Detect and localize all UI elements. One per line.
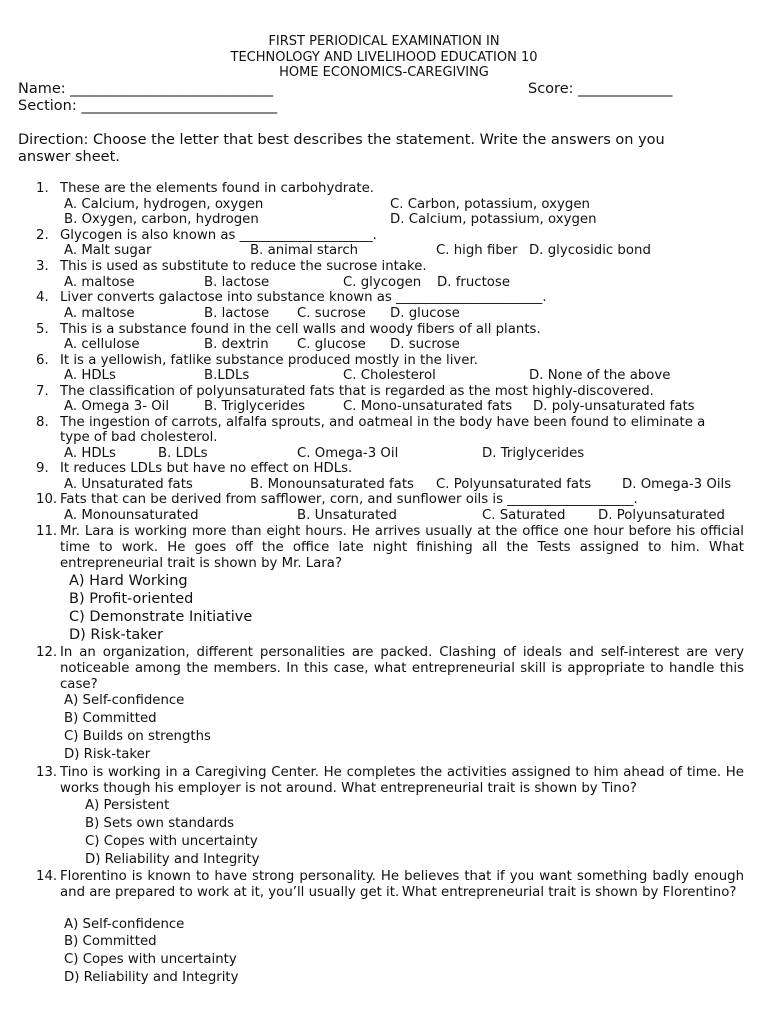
option-d: D. None of the above [529, 368, 671, 383]
question-10 [0, 492, 768, 508]
question-8-continued [0, 430, 768, 446]
question-text: The classification of polyunsaturated fats that is regarded as the most highly-discovered. [60, 384, 654, 399]
option-c: C. Omega-3 Oil [297, 446, 399, 461]
q12-option-c: C) Builds on strengths [64, 729, 211, 744]
option-b: B. lactose [204, 306, 270, 321]
exam-title-line-2: TECHNOLOGY AND LIVELIHOOD EDUCATION 10 [230, 50, 538, 65]
question-text: These are the elements found in carbohydrate. [60, 181, 374, 196]
option-c: C. Carbon, potassium, oxygen [390, 197, 590, 212]
question-text: Liver converts galactose into substance known as ______________________. [60, 290, 547, 305]
score-field[interactable]: Score: _____________ [528, 81, 673, 97]
q2-options [0, 243, 768, 259]
option-a: A. Calcium, hydrogen, oxygen [64, 197, 264, 212]
option-b: B. Monounsaturated fats [250, 477, 414, 492]
option-b: B. Oxygen, carbon, hydrogen [64, 212, 259, 227]
q13-option-a: A) Persistent [85, 798, 170, 813]
option-d: D. sucrose [390, 337, 460, 352]
option-b: B. lactose [204, 275, 270, 290]
option-c: C. glycogen [343, 275, 422, 290]
question-text: Fats that can be derived from safflower, corn, and sunflower oils is ___________________. [60, 492, 638, 507]
direction-line-1: Direction: Choose the letter that best describes the statement. Write the answers on you [18, 132, 665, 148]
q6-options [0, 368, 768, 384]
option-d: D. Triglycerides [482, 446, 585, 461]
question-number: 6. [36, 353, 49, 368]
option-d: D. Polyunsaturated [598, 508, 725, 523]
name-field[interactable]: Name: ____________________________ [18, 81, 274, 97]
question-14-number: 14. [36, 869, 58, 884]
option-a: A. Omega 3- Oil [64, 399, 170, 414]
question-number: 7. [36, 384, 49, 399]
question-number: 5. [36, 322, 49, 337]
option-a: A. maltose [64, 306, 135, 321]
question-text: The ingestion of carrots, alfalfa sprouts, and oatmeal in the body have been found to eliminate a [60, 415, 706, 430]
question-number: 4. [36, 290, 49, 305]
question-12-number: 12. [36, 645, 58, 660]
q1-options-row-2 [0, 212, 768, 228]
question-7 [0, 384, 768, 400]
option-d: D. Calcium, potassium, oxygen [390, 212, 597, 227]
q5-options [0, 337, 768, 353]
question-text: It is a yellowish, fatlike substance produced mostly in the liver. [60, 353, 478, 368]
question-number: 2. [36, 228, 49, 243]
q11-option-a: A) Hard Working [69, 573, 188, 589]
option-a: A. HDLs [64, 368, 116, 383]
q11-option-b: B) Profit-oriented [69, 591, 194, 607]
q13-option-b: B) Sets own standards [85, 816, 235, 831]
option-a: A. Malt sugar [64, 243, 152, 258]
option-d: D. poly-unsaturated fats [533, 399, 695, 414]
question-5 [0, 322, 768, 338]
section-field[interactable]: Section: ___________________________ [18, 98, 278, 114]
option-a: A. Monounsaturated [64, 508, 199, 523]
option-a: A. maltose [64, 275, 135, 290]
q7-options [0, 399, 768, 415]
option-b: B.LDLs [204, 368, 250, 383]
option-c: C. Polyunsaturated fats [436, 477, 592, 492]
question-8 [0, 415, 768, 431]
option-b: B. dextrin [204, 337, 269, 352]
option-b: B. LDLs [158, 446, 208, 461]
question-6 [0, 353, 768, 369]
option-d: D. glucose [390, 306, 460, 321]
question-text: Glycogen is also known as ____________________. [60, 228, 377, 243]
option-c: C. high fiber [436, 243, 518, 258]
q1-options-row-1 [0, 197, 768, 213]
q8-options [0, 446, 768, 462]
question-13-text: Tino is working in a Caregiving Center. He completes the activities assigned to him ahead of time. He works though his employer is not around. What entrepreneurial trait is shown by Tino? [60, 765, 744, 796]
q11-option-d: D) Risk-taker [69, 627, 164, 643]
option-c: C. sucrose [297, 306, 366, 321]
question-number: 3. [36, 259, 49, 274]
q4-options [0, 306, 768, 322]
question-1 [0, 181, 768, 197]
q3-options [0, 275, 768, 291]
question-text: This is a substance found in the cell walls and woody fibers of all plants. [60, 322, 541, 337]
q12-option-d: D) Risk-taker [64, 747, 151, 762]
q14-option-c: C) Copes with uncertainty [64, 952, 237, 967]
q12-option-b: B) Committed [64, 711, 157, 726]
option-c: C. Mono-unsaturated fats [343, 399, 513, 414]
option-b: B. Triglycerides [204, 399, 306, 414]
option-d: D. Omega-3 Oils [622, 477, 732, 492]
question-text: type of bad cholesterol. [60, 430, 218, 445]
option-b: B. animal starch [250, 243, 359, 258]
q14-option-d: D) Reliability and Integrity [64, 970, 239, 985]
question-number: 1. [36, 181, 49, 196]
q13-option-c: C) Copes with uncertainty [85, 834, 258, 849]
option-d: D. fructose [437, 275, 511, 290]
exam-title-line-1: FIRST PERIODICAL EXAMINATION IN [268, 34, 500, 49]
option-c: C. Saturated [482, 508, 566, 523]
question-12-text: In an organization, different personalities are packed. Clashing of ideals and self-interest are very noticeable among the members. In this case, what entrepreneurial skill is appropriate to handle this case? [60, 645, 744, 692]
option-d: D. glycosidic bond [529, 243, 651, 258]
q9-options [0, 477, 768, 493]
q10-options [0, 508, 768, 524]
option-a: A. cellulose [64, 337, 140, 352]
question-number: 8. [36, 415, 49, 430]
q11-option-c: C) Demonstrate Initiative [69, 609, 253, 625]
question-number: 10. [36, 492, 58, 507]
direction-line-2: answer sheet. [18, 149, 120, 165]
question-11-number: 11. [36, 524, 58, 539]
q13-option-d: D) Reliability and Integrity [85, 852, 260, 867]
question-4 [0, 290, 768, 306]
q14-option-b: B) Committed [64, 934, 157, 949]
question-9 [0, 461, 768, 477]
option-a: A. Unsaturated fats [64, 477, 193, 492]
option-a: A. HDLs [64, 446, 116, 461]
question-3 [0, 259, 768, 275]
q12-option-a: A) Self-confidence [64, 693, 185, 708]
question-2 [0, 228, 768, 244]
question-text: It reduces LDLs but have no effect on HDLs. [60, 461, 353, 476]
q14-option-a: A) Self-confidence [64, 917, 185, 932]
question-number: 9. [36, 461, 49, 476]
exam-title-line-3: HOME ECONOMICS-CAREGIVING [279, 65, 489, 80]
question-text: This is used as substitute to reduce the sucrose intake. [60, 259, 427, 274]
question-14-text: Florentino is known to have strong personality. He believes that if you want something badly enough and are prepared to work at it, you’ll usually get it. What entrepreneurial trait is shown by Florentino? [60, 869, 744, 900]
option-c: C. glucose [297, 337, 366, 352]
option-c: C. Cholesterol [343, 368, 436, 383]
question-13-number: 13. [36, 765, 58, 780]
option-b: B. Unsaturated [297, 508, 397, 523]
question-11-text: Mr. Lara is working more than eight hours. He arrives usually at the office one hour before his official time to work. He goes off the office late night finishing all the Tests assigned to him. What entrepreneurial trait is shown by Mr. Lara? [60, 524, 744, 571]
